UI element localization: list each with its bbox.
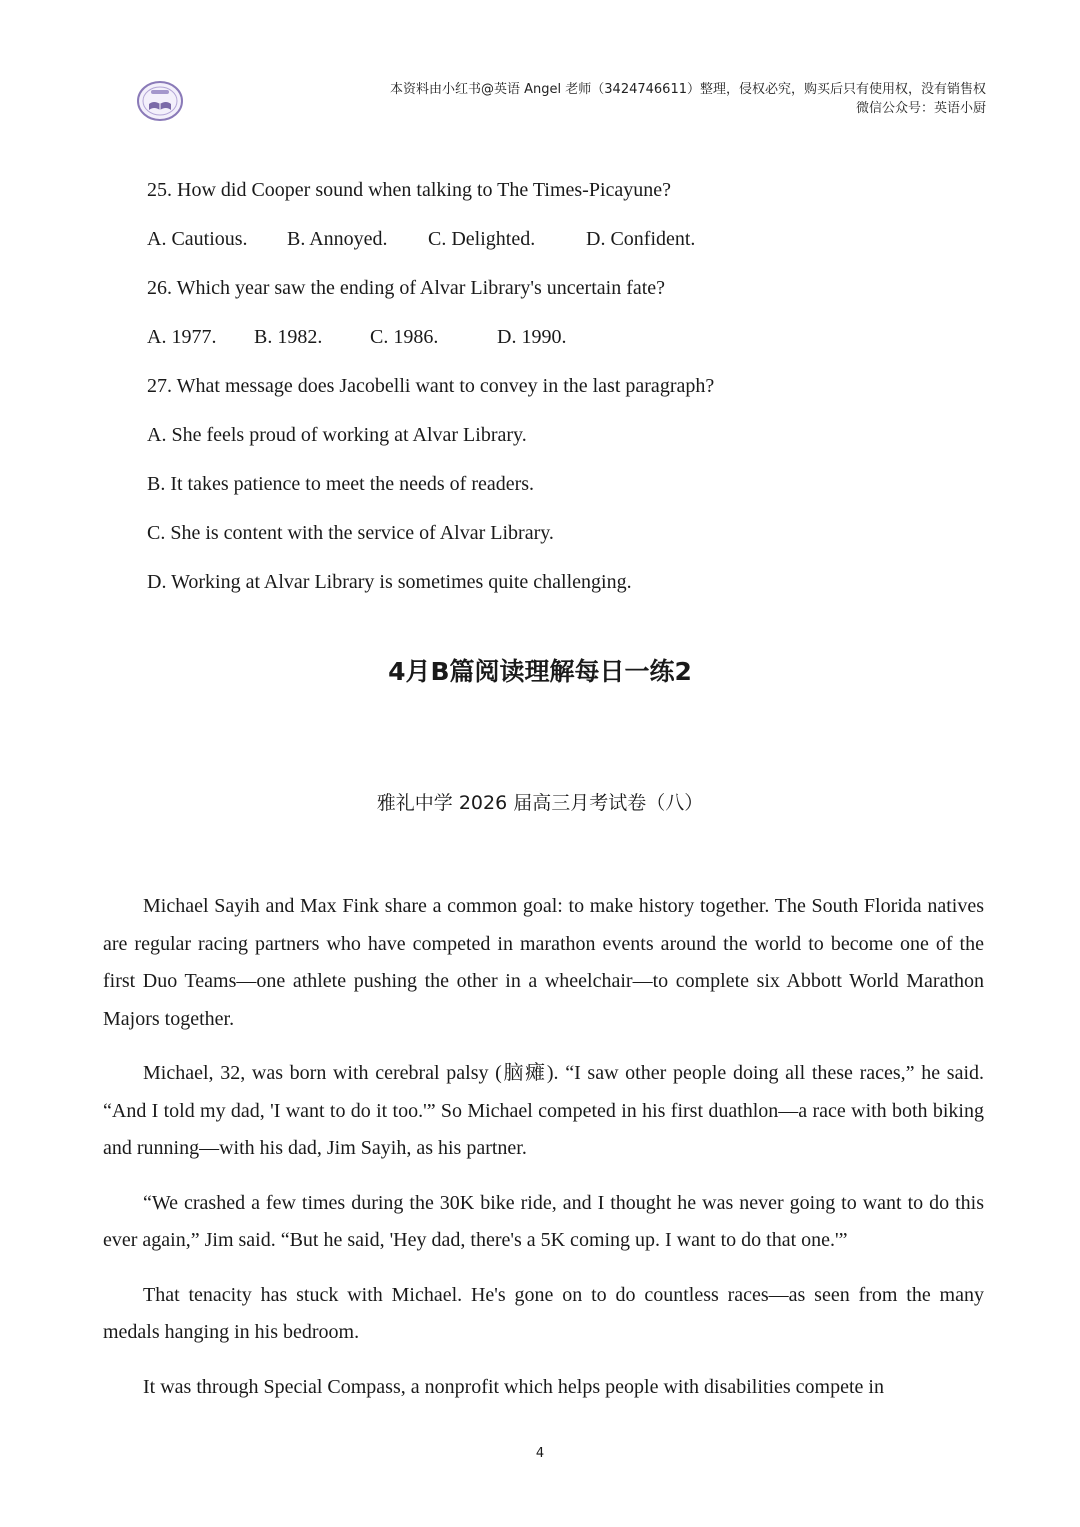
question-stem: 25. How did Cooper sound when talking to The Times-Picayune?: [147, 179, 672, 201]
option: B. 1982.: [254, 326, 323, 348]
question-stem: 27. What message does Jacobelli want to convey in the last paragraph?: [147, 375, 715, 397]
option: C. 1986.: [370, 326, 439, 348]
passage-paragraph: Michael Sayih and Max Fink share a common goal: to make history together. The South Florida natives are regular racing partners who have competed in marathon events around the world to become one of the first Duo Teams—one athlete pushing the other in a wheelchair—to complete six Abbott World Marathon Majors together.: [103, 895, 984, 1030]
option: A. She feels proud of working at Alvar Library.: [147, 424, 527, 446]
section-title: 4月B篇阅读理解每日一练2: [388, 657, 692, 686]
header-text: [390, 80, 986, 118]
question-list: [147, 166, 987, 607]
passage-paragraph: It was through Special Compass, a nonprofit which helps people with disabilities compete in: [143, 1375, 884, 1398]
exam-subtitle: 雅礼中学 2026 届高三月考试卷（八）: [376, 792, 704, 814]
school-logo-icon: [136, 80, 184, 122]
passage-paragraph: That tenacity has stuck with Michael. He's gone on to do countless races—as seen from the many medals hanging in his bedroom.: [103, 1283, 984, 1343]
page-number: 4: [535, 1446, 545, 1461]
question-options: [147, 313, 987, 362]
option: A. 1977.: [147, 326, 217, 348]
wechat-account: 微信公众号：英语小厨: [855, 101, 986, 116]
passage-paragraph: Michael, 32, was born with cerebral palsy (脑瘫). “I saw other people doing all these races,” he said. “And I told my dad, 'I want to do it too.'” So Michael competed in his first duathlon—a race with both biking and running—with his dad, Jim Sayih, as his partner.: [103, 1062, 984, 1159]
option: D. Confident.: [586, 228, 696, 250]
option: D. 1990.: [497, 326, 567, 348]
option: B. Annoyed.: [287, 228, 388, 250]
passage-paragraph: “We crashed a few times during the 30K bike ride, and I thought he was never going to want to do this ever again,” Jim said. “But he said, 'Hey dad, there's a 5K coming up. I want to do that one.'”: [103, 1191, 984, 1251]
option: C. Delighted.: [428, 228, 536, 250]
page-header: [0, 0, 1080, 130]
option: A. Cautious.: [147, 228, 248, 250]
option: D. Working at Alvar Library is sometimes quite challenging.: [147, 571, 632, 593]
question-stem: 26. Which year saw the ending of Alvar Library's uncertain fate?: [147, 277, 666, 299]
option: C. She is content with the service of Alvar Library.: [147, 522, 554, 544]
option: B. It takes patience to meet the needs of readers.: [147, 473, 535, 495]
copyright-notice: 本资料由小红书@英语 Angel 老师（3424746611）整理，侵权必究，购买后只有使用权，没有销售权: [390, 82, 986, 97]
question-options: [147, 215, 987, 264]
reading-passage: [103, 888, 984, 1423]
